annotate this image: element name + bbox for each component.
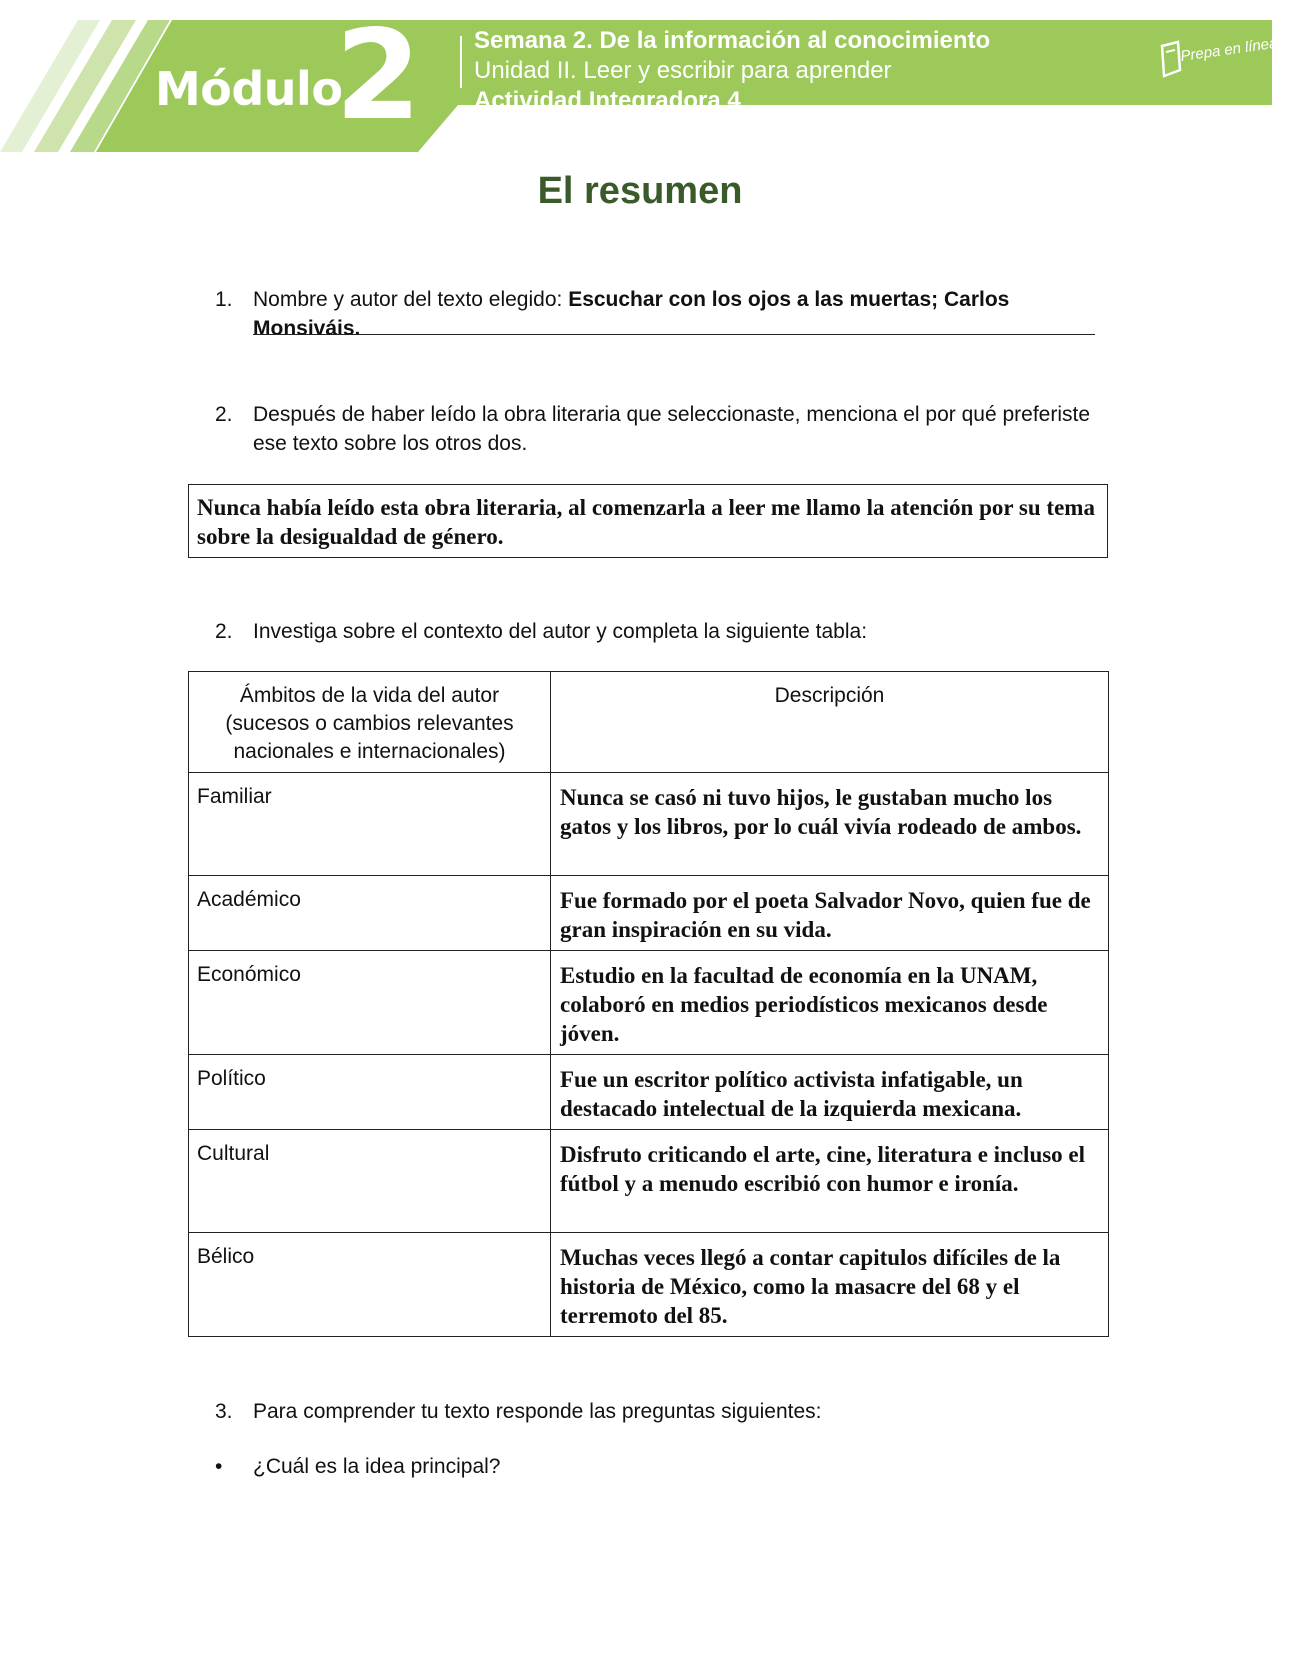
table-row bbox=[189, 951, 1109, 1055]
question-number: 1. bbox=[215, 288, 233, 311]
ambito-cell: Familiar bbox=[189, 773, 551, 876]
descripcion-cell: Nunca se casó ni tuvo hijos, le gustaban mucho los gatos y los libros, por lo cuál vivía rodeado de ambos. bbox=[551, 773, 1109, 876]
answer-box: Nunca había leído esta obra literaria, al comenzarla a leer me llamo la atención por su tema sobre la desigualdad de género. bbox=[188, 484, 1108, 558]
book-icon bbox=[1160, 40, 1182, 78]
question-number: 2. bbox=[215, 620, 233, 643]
descripcion-cell: Estudio en la facultad de economía en la UNAM, colaboró en medios periodísticos mexicanos desde jóven. bbox=[551, 951, 1109, 1055]
bullet-item bbox=[215, 1452, 500, 1481]
unit-title: Unidad II. Leer y escribir para aprender bbox=[474, 57, 892, 84]
table-header-row bbox=[189, 672, 1109, 773]
descripcion-cell: Fue formado por el poeta Salvador Novo, quien fue de gran inspiración en su vida. bbox=[551, 876, 1109, 951]
table-row bbox=[189, 1233, 1109, 1337]
answer-underline bbox=[253, 334, 1095, 335]
module-word: Módulo bbox=[155, 62, 343, 116]
descripcion-cell: Disfruto criticando el arte, cine, literatura e incluso el fútbol y a menudo escribió con humor e ironía. bbox=[551, 1130, 1109, 1233]
ambito-cell: Bélico bbox=[189, 1233, 551, 1337]
descripcion-cell: Muchas veces llegó a contar capitulos difíciles de la historia de México, como la masacre del 68 y el terremoto del 85. bbox=[551, 1233, 1109, 1337]
week-title: Semana 2. De la información al conocimiento bbox=[474, 27, 991, 54]
activity-title: Actividad Integradora 4 bbox=[474, 87, 741, 114]
question-2b bbox=[215, 617, 1115, 646]
question-prompt: Para comprender tu texto responde las preguntas siguientes: bbox=[253, 1400, 822, 1423]
table-row bbox=[189, 773, 1109, 876]
bullet-text: ¿Cuál es la idea principal? bbox=[253, 1455, 501, 1478]
header-divider bbox=[460, 36, 462, 88]
question-prompt: Después de haber leído la obra literaria que seleccionaste, menciona el por qué preferiste ese texto sobre los otros dos. bbox=[253, 403, 1091, 455]
author-context-table bbox=[188, 671, 1109, 1337]
question-3 bbox=[215, 1397, 1115, 1426]
module-number: 2 bbox=[335, 4, 422, 148]
question-number: 3. bbox=[215, 1400, 233, 1423]
header-text bbox=[474, 26, 1074, 114]
bullet-symbol: • bbox=[215, 1455, 223, 1478]
logo-text: Prepa en línea SEP bbox=[1179, 29, 1312, 66]
table-row bbox=[189, 876, 1109, 951]
question-2 bbox=[215, 400, 1115, 458]
column-header-descripcion: Descripción bbox=[551, 672, 1109, 773]
ambito-cell: Económico bbox=[189, 951, 551, 1055]
descripcion-cell: Fue un escritor político activista infatigable, un destacado intelectual de la izquierda mexicana. bbox=[551, 1055, 1109, 1130]
ambito-cell: Cultural bbox=[189, 1130, 551, 1233]
page-title: El resumen bbox=[537, 170, 743, 212]
table-row bbox=[189, 1055, 1109, 1130]
header-banner bbox=[0, 0, 1312, 160]
question-answer: Escuchar con los ojos a las muertas; Carlos Monsiváis. bbox=[253, 288, 1010, 340]
column-header-ambitos: Ámbitos de la vida del autor (sucesos o cambios relevantes nacionales e internacionales) bbox=[189, 672, 551, 773]
table-row bbox=[189, 1130, 1109, 1233]
question-prompt: Investiga sobre el contexto del autor y completa la siguiente tabla: bbox=[253, 620, 868, 643]
question-number: 2. bbox=[215, 403, 233, 426]
ambito-cell: Académico bbox=[189, 876, 551, 951]
ambito-cell: Político bbox=[189, 1055, 551, 1130]
question-prompt: Nombre y autor del texto elegido: bbox=[253, 288, 563, 311]
